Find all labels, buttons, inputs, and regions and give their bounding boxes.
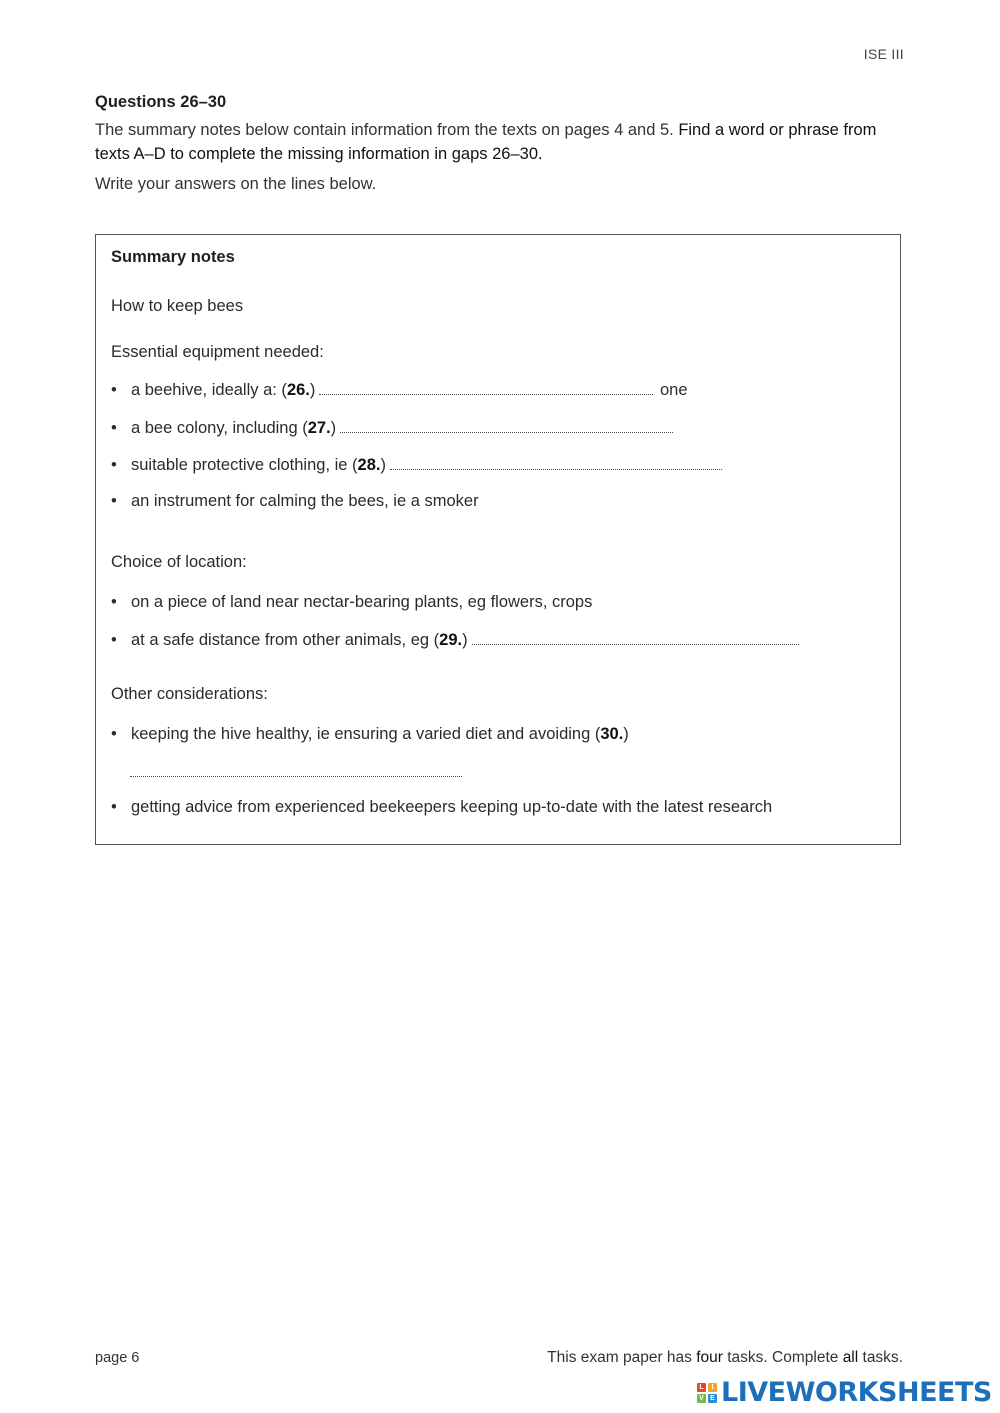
gap-number-26: 26. [286, 381, 310, 399]
summary-title: Summary notes [111, 248, 235, 266]
footer-note-1: This exam paper has [547, 1349, 697, 1366]
other-item-advice [111, 798, 772, 817]
item-text: at a safe distance from other animals, eg ( [131, 631, 440, 649]
header-exam-level: ISE III [863, 46, 904, 62]
item-text: keeping the hive healthy, ie ensuring a varied diet and avoiding ( [131, 725, 601, 743]
other-heading: Other considerations: [111, 685, 268, 703]
bullet-dot: • [111, 419, 117, 437]
intro-plain-text: The summary notes below contain information from the texts on pages 4 and 5. [95, 121, 679, 139]
item-after-text: one [659, 381, 688, 399]
bullet-dot: • [111, 593, 117, 611]
footer-note-bold-four: four [696, 1349, 723, 1366]
logo-wordmark: LIVEWORKSHEETS [721, 1377, 992, 1408]
equipment-item-28 [111, 455, 722, 475]
bullet-dot: • [111, 456, 117, 474]
other-item-30 [111, 725, 629, 744]
bullet-dot: • [111, 725, 117, 743]
logo-cell-l: L [697, 1383, 706, 1392]
footer-note-bold-all: all [842, 1349, 859, 1366]
gap-number-27: 27. [307, 419, 331, 437]
write-instruction: Write your answers on the lines below. [95, 175, 377, 193]
equipment-item-smoker [111, 492, 479, 511]
item-text: on a piece of land near nectar-bearing plants, eg flowers, crops [131, 593, 593, 611]
item-close: ) [330, 419, 337, 437]
item-close: ) [380, 456, 386, 474]
answer-gap-30[interactable] [130, 776, 462, 777]
questions-intro [95, 119, 895, 166]
item-close: ) [462, 631, 468, 649]
item-text: an instrument for calming the bees, ie a smoker [131, 492, 479, 510]
answer-gap-26[interactable] [319, 380, 653, 395]
location-item-29 [111, 630, 799, 650]
item-close: ) [623, 725, 629, 743]
answer-gap-28[interactable] [390, 455, 722, 470]
logo-cell-e: E [708, 1394, 717, 1403]
answer-gap-27[interactable] [340, 418, 673, 433]
summary-notes-box [95, 234, 901, 845]
footer-task-note [547, 1349, 903, 1367]
bullet-dot: • [111, 492, 117, 510]
item-text: getting advice from experienced beekeepers keeping up-to-date with the latest research [131, 798, 773, 816]
bullet-dot: • [111, 798, 117, 816]
logo-cell-i: I [708, 1383, 717, 1392]
liveworksheets-logo [697, 1378, 992, 1408]
footer-note-2: tasks. Complete [722, 1349, 843, 1366]
summary-subtitle: How to keep bees [111, 297, 244, 315]
bullet-dot: • [111, 381, 117, 399]
answer-gap-29[interactable] [472, 630, 799, 645]
location-item-plants [111, 593, 592, 612]
questions-title: Questions 26–30 [95, 93, 227, 111]
item-close: ) [309, 381, 316, 399]
bullet-dot: • [111, 631, 117, 649]
location-heading: Choice of location: [111, 553, 247, 571]
footer-note-3: tasks. [858, 1349, 903, 1366]
logo-grid-icon [697, 1383, 717, 1403]
item-text: suitable protective clothing, ie ( [131, 456, 358, 474]
gap-number-28: 28. [357, 456, 381, 474]
equipment-item-27 [111, 418, 673, 438]
gap-number-29: 29. [439, 631, 463, 649]
item-text: a beehive, ideally a: ( [131, 381, 287, 399]
logo-cell-v: V [697, 1394, 706, 1403]
gap-number-30: 30. [600, 725, 624, 743]
intro-bold-text: Find a word or phrase from texts A–D to complete the missing information in gaps 26–30. [95, 121, 877, 163]
equipment-item-26 [111, 380, 688, 400]
item-text: a bee colony, including ( [131, 419, 308, 437]
equipment-heading: Essential equipment needed: [111, 343, 324, 361]
footer-page-number: page 6 [95, 1350, 140, 1366]
